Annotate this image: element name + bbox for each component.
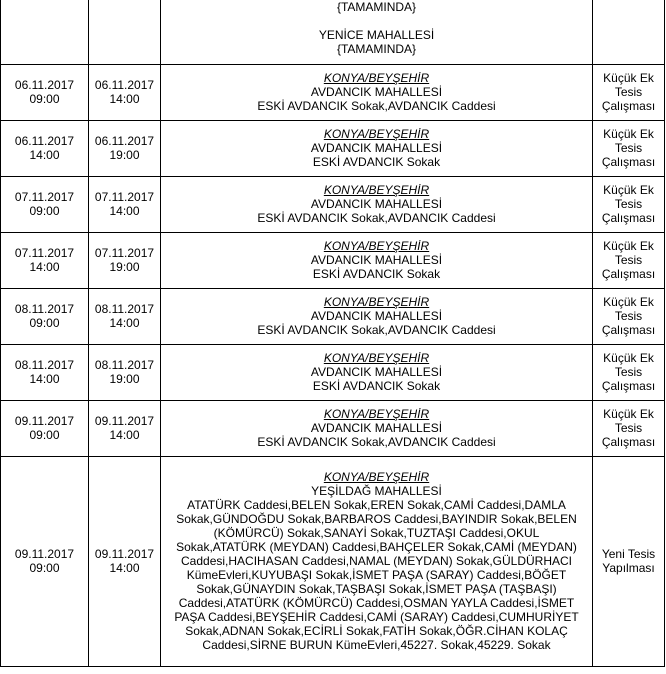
location-line: Sokak,GÜNDOĞDU Sokak,BARBAROS Caddesi,BAYINDIR Sokak,BELEN xyxy=(176,512,577,526)
location-cell xyxy=(161,344,593,400)
location-line: Caddesi,SİRNE BURUN KümeEvleri,45227. Sokak,45229. Sokak xyxy=(202,638,551,652)
location-line: ESKİ AVDANCIK Sokak,AVDANCIK Caddesi xyxy=(257,99,496,113)
location-line: Sokak,GÜNAYDIN Sokak,TAŞBAŞI Sokak,İSMET PAŞA (TAŞBAŞI) xyxy=(196,582,557,596)
end-datetime-cell xyxy=(89,120,161,176)
location-cell xyxy=(161,232,593,288)
end-date: 09.11.2017 xyxy=(94,414,155,428)
start-datetime-cell xyxy=(1,64,89,120)
province-district: KONYA/BEYŞEHİR xyxy=(323,71,430,85)
location-line: Sokak,ATATÜRK (MEYDAN) Caddesi,BAHÇELER Sokak,CAMİ (MEYDAN) xyxy=(176,540,577,554)
start-time: 09:00 xyxy=(29,561,60,575)
location-cell xyxy=(161,456,593,666)
location-line: AVDANCIK MAHALLESİ xyxy=(310,309,443,323)
end-time: 14:00 xyxy=(109,92,140,106)
start-time: 14:00 xyxy=(29,260,60,274)
province-district: KONYA/BEYŞEHİR xyxy=(323,470,430,484)
work-type-cell: Küçük Ek Tesis Çalışması xyxy=(593,64,665,120)
province-district: KONYA/BEYŞEHİR xyxy=(323,407,430,421)
province-district: KONYA/BEYŞEHİR xyxy=(323,183,430,197)
location-cell xyxy=(161,64,593,120)
end-date: 09.11.2017 xyxy=(94,547,155,561)
location-line: AVDANCIK MAHALLESİ xyxy=(310,141,443,155)
province-district: KONYA/BEYŞEHİR xyxy=(323,239,430,253)
start-date: 07.11.2017 xyxy=(14,246,75,260)
table-row xyxy=(1,176,665,232)
start-datetime-cell xyxy=(1,120,89,176)
start-date: 08.11.2017 xyxy=(14,358,75,372)
end-date: 08.11.2017 xyxy=(94,358,155,372)
location-line: ESKİ AVDANCIK Sokak,AVDANCIK Caddesi xyxy=(257,435,496,449)
location-line: ESKİ AVDANCIK Sokak xyxy=(312,267,441,281)
end-date: 07.11.2017 xyxy=(94,190,155,204)
province-district: KONYA/BEYŞEHİR xyxy=(323,127,430,141)
table-row xyxy=(1,120,665,176)
table-row xyxy=(1,344,665,400)
location-line: AVDANCIK MAHALLESİ xyxy=(310,197,443,211)
start-date: 06.11.2017 xyxy=(14,134,75,148)
start-date: 06.11.2017 xyxy=(14,78,75,92)
table-row xyxy=(1,64,665,120)
end-datetime-cell xyxy=(89,64,161,120)
start-time: 09:00 xyxy=(29,428,60,442)
location-line: ESKİ AVDANCIK Sokak xyxy=(312,379,441,393)
location-line: AVDANCIK MAHALLESİ xyxy=(310,365,443,379)
end-datetime-cell xyxy=(89,456,161,666)
work-type-cell xyxy=(593,0,665,64)
start-date: 09.11.2017 xyxy=(14,414,75,428)
end-date: 08.11.2017 xyxy=(94,302,155,316)
table-row xyxy=(1,456,665,666)
end-date: 06.11.2017 xyxy=(94,134,155,148)
location-cell xyxy=(161,176,593,232)
province-district: KONYA/BEYŞEHİR xyxy=(323,351,430,365)
table-row xyxy=(1,288,665,344)
end-time: 14:00 xyxy=(109,428,140,442)
table-row xyxy=(1,400,665,456)
work-type-cell: Küçük Ek Tesis Çalışması xyxy=(593,176,665,232)
start-datetime-cell xyxy=(1,400,89,456)
location-line: (KÖMÜRCÜ) Sokak,SANAYİ Sokak,TUZTAŞI Caddesi,OKUL xyxy=(213,526,540,540)
location-line: Caddesi,HACIHASAN Caddesi,NAMAL (MEYDAN) Sokak,GÜLDÜRHACI xyxy=(181,554,572,568)
end-time: 19:00 xyxy=(109,372,140,386)
start-datetime-cell xyxy=(1,456,89,666)
work-type-cell: Küçük Ek Tesis Çalışması xyxy=(593,288,665,344)
location-cell xyxy=(161,0,593,64)
start-date: 08.11.2017 xyxy=(14,302,75,316)
location-line: AVDANCIK MAHALLESİ xyxy=(310,253,443,267)
start-datetime-cell xyxy=(1,288,89,344)
location-line: ESKİ AVDANCIK Sokak,AVDANCIK Caddesi xyxy=(257,211,496,225)
work-type-cell: Küçük Ek Tesis Çalışması xyxy=(593,344,665,400)
end-datetime-cell xyxy=(89,232,161,288)
location-line: YEŞİLDAĞ MAHALLESİ xyxy=(311,484,442,498)
end-datetime-cell xyxy=(89,400,161,456)
end-date: 06.11.2017 xyxy=(94,78,155,92)
province-district: KONYA/BEYŞEHİR xyxy=(323,295,430,309)
end-cell xyxy=(89,0,161,64)
location-line: PAŞA Caddesi,BEYŞEHİR Caddesi,CAMİ (SARAY) Caddesi,CUMHURİYET xyxy=(174,610,579,624)
location-line: Sokak,ADNAN Sokak,ECİRLİ Sokak,FATİH Sokak,ÖĞR.CİHAN KOLAÇ xyxy=(185,624,568,638)
end-date: 07.11.2017 xyxy=(94,246,155,260)
start-time: 09:00 xyxy=(29,92,60,106)
end-datetime-cell xyxy=(89,344,161,400)
location-line: AVDANCIK MAHALLESİ xyxy=(310,85,443,99)
start-time: 14:00 xyxy=(29,372,60,386)
start-cell xyxy=(1,0,89,64)
start-date: 09.11.2017 xyxy=(14,547,75,561)
location-line: Caddesi,ATATÜRK (KÖMÜRCÜ) Caddesi,OSMAN YAYLA Caddesi,İSMET xyxy=(178,596,575,610)
location-gap xyxy=(163,14,590,28)
location-cell xyxy=(161,120,593,176)
location-cell xyxy=(161,288,593,344)
end-time: 14:00 xyxy=(109,561,140,575)
end-time: 19:00 xyxy=(109,148,140,162)
start-datetime-cell xyxy=(1,232,89,288)
location-line: KümeEvleri,KUYUBAŞI Sokak,İSMET PAŞA (SARAY) Caddesi,BÖĞET xyxy=(186,568,567,582)
location-line: ATATÜRK Caddesi,BELEN Sokak,EREN Sokak,CAMİ Caddesi,DAMLA xyxy=(187,498,566,512)
end-datetime-cell xyxy=(89,288,161,344)
start-time: 09:00 xyxy=(29,204,60,218)
start-datetime-cell xyxy=(1,344,89,400)
start-datetime-cell xyxy=(1,176,89,232)
start-date: 07.11.2017 xyxy=(14,190,75,204)
location-line: ESKİ AVDANCIK Sokak xyxy=(312,155,441,169)
location-line: YENİCE MAHALLESİ xyxy=(318,28,435,42)
location-line: AVDANCIK MAHALLESİ xyxy=(310,421,443,435)
location-cell xyxy=(161,400,593,456)
end-time: 14:00 xyxy=(109,204,140,218)
start-time: 14:00 xyxy=(29,148,60,162)
start-time: 09:00 xyxy=(29,316,60,330)
work-type-cell: Küçük Ek Tesis Çalışması xyxy=(593,400,665,456)
end-time: 19:00 xyxy=(109,260,140,274)
work-type-cell: Küçük Ek Tesis Çalışması xyxy=(593,232,665,288)
work-type-cell: Yeni Tesis Yapılması xyxy=(593,456,665,666)
end-time: 14:00 xyxy=(109,316,140,330)
work-type-cell: Küçük Ek Tesis Çalışması xyxy=(593,120,665,176)
location-line: {TAMAMINDA} xyxy=(336,0,417,14)
table-row xyxy=(1,232,665,288)
table-row-continued xyxy=(1,0,665,64)
location-line: {TAMAMINDA} xyxy=(336,42,417,56)
location-line: ESKİ AVDANCIK Sokak,AVDANCIK Caddesi xyxy=(257,323,496,337)
end-datetime-cell xyxy=(89,176,161,232)
